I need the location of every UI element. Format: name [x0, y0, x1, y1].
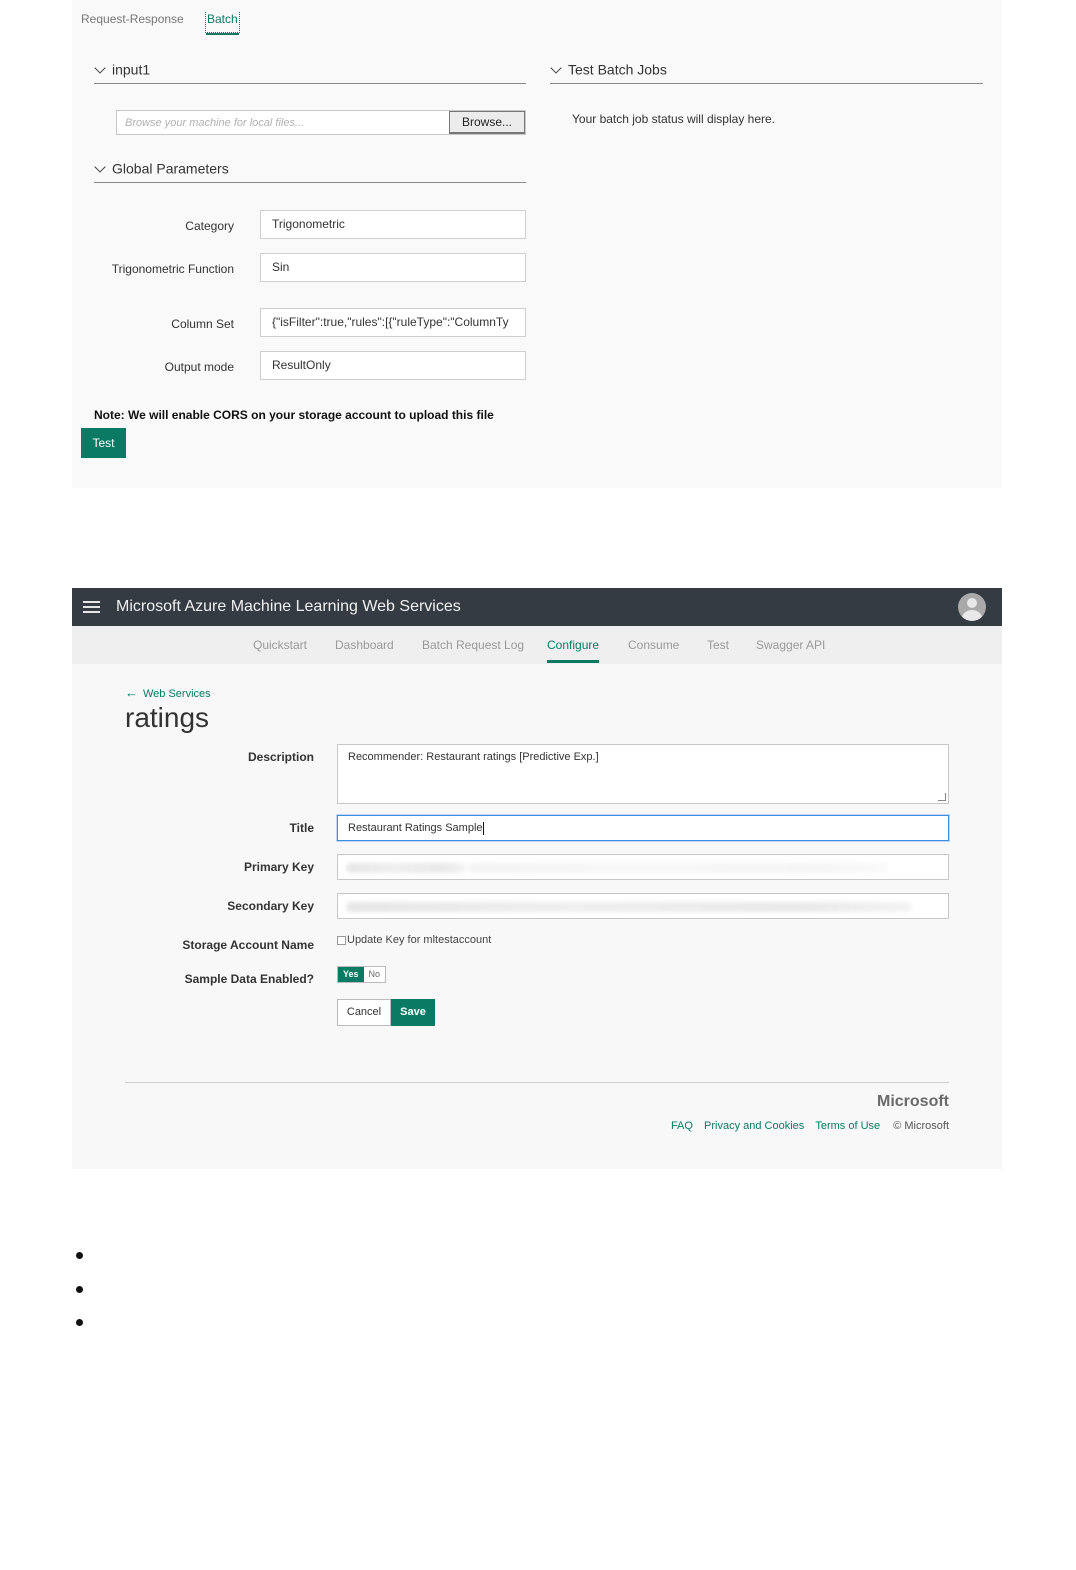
file-picker: [116, 110, 526, 135]
bullet-point: [76, 1252, 83, 1259]
resize-grip-icon[interactable]: [938, 793, 946, 801]
primary-key-label: Primary Key: [243, 860, 314, 874]
param-field-category[interactable]: Trigonometric: [260, 210, 526, 239]
nav-dashboard[interactable]: Dashboard: [335, 638, 394, 652]
local-file-input[interactable]: [117, 111, 451, 134]
nav-test[interactable]: Test: [707, 638, 730, 652]
text-cursor: [483, 822, 484, 835]
title-label: Title: [289, 821, 314, 835]
sample-data-toggle[interactable]: [337, 966, 386, 983]
chevron-down-icon: [550, 62, 561, 73]
footer-divider: [125, 1082, 949, 1083]
app-title: Microsoft Azure Machine Learning Web Services: [116, 598, 461, 615]
param-field-column-set[interactable]: {"isFilter":true,"rules":[{"ruleType":"ColumnTy: [260, 308, 526, 337]
title-value: Restaurant Ratings Sample: [348, 822, 483, 834]
bullet-point: [76, 1286, 83, 1293]
nav-swagger-api[interactable]: Swagger API: [756, 638, 826, 652]
nav-consume[interactable]: Consume: [628, 638, 680, 652]
global-parameters-title: Global Parameters: [112, 160, 229, 177]
app-top-bar: [72, 588, 1002, 626]
storage-account-label: Storage Account Name: [182, 938, 314, 952]
param-field-trig-function[interactable]: Sin: [260, 253, 526, 282]
description-value: Recommender: Restaurant ratings [Predictive Exp.]: [348, 751, 599, 763]
nav-configure[interactable]: Configure: [547, 638, 600, 652]
tab-request-response[interactable]: Request-Response: [81, 12, 184, 26]
test-batch-jobs-header[interactable]: [550, 60, 983, 84]
configure-panel: [72, 588, 1002, 1169]
nav-batch-request-log[interactable]: Batch Request Log: [422, 638, 525, 652]
redacted-key-blur: [346, 863, 466, 873]
input1-section-header[interactable]: [94, 60, 526, 84]
param-label-category: Category: [185, 219, 234, 233]
footer-copyright: © Microsoft: [893, 1120, 949, 1132]
nav-quickstart[interactable]: Quickstart: [253, 638, 308, 652]
redacted-key-blur: [346, 902, 912, 912]
description-label: Description: [247, 750, 314, 764]
cancel-button[interactable]: Cancel: [337, 999, 391, 1026]
update-key-checkbox-label: Update Key for mltestaccount: [347, 934, 492, 946]
chevron-down-icon: [94, 161, 105, 172]
update-key-checkbox[interactable]: [337, 936, 346, 945]
param-label-trig-function: Trigonometric Function: [111, 262, 234, 276]
footer-link-privacy[interactable]: Privacy and Cookies: [704, 1120, 805, 1132]
arrow-left-icon: ←: [125, 685, 138, 700]
sample-data-label: Sample Data Enabled?: [184, 972, 314, 986]
param-field-output-mode[interactable]: ResultOnly: [260, 351, 526, 380]
back-link-label: Web Services: [143, 688, 211, 700]
param-label-output-mode: Output mode: [164, 360, 234, 374]
save-button[interactable]: Save: [391, 999, 435, 1026]
toggle-no[interactable]: No: [368, 969, 381, 979]
footer-link-terms[interactable]: Terms of Use: [815, 1120, 881, 1132]
hamburger-menu-icon[interactable]: [83, 601, 100, 613]
back-to-web-services-link[interactable]: [125, 685, 211, 700]
test-batch-jobs-title: Test Batch Jobs: [568, 61, 667, 78]
description-textarea[interactable]: [337, 744, 949, 804]
batch-test-panel: [72, 0, 1002, 488]
input1-section-title: input1: [112, 61, 151, 78]
footer-links: [663, 1120, 949, 1132]
global-parameters-header[interactable]: [94, 159, 526, 183]
batch-job-status-text: Your batch job status will display here.: [572, 112, 776, 126]
secondary-key-field[interactable]: [337, 893, 949, 919]
param-label-column-set: Column Set: [171, 317, 234, 331]
page-title: ratings: [125, 702, 210, 733]
tab-batch[interactable]: Batch: [205, 12, 240, 33]
redacted-key-blur: [468, 863, 888, 873]
footer-link-faq[interactable]: FAQ: [670, 1120, 693, 1132]
primary-key-field[interactable]: [337, 854, 949, 880]
cors-note: Note: We will enable CORS on your storage account to upload this file: [94, 408, 494, 422]
toggle-yes[interactable]: Yes: [338, 967, 364, 982]
service-nav: [72, 626, 1002, 664]
title-input[interactable]: [337, 815, 949, 841]
browse-button[interactable]: Browse...: [449, 111, 525, 134]
chevron-down-icon: [94, 62, 105, 73]
user-avatar-icon[interactable]: [958, 593, 986, 621]
secondary-key-label: Secondary Key: [227, 899, 314, 913]
test-button[interactable]: Test: [81, 428, 126, 458]
bullet-point: [76, 1319, 83, 1326]
footer-brand: Microsoft: [877, 1093, 949, 1110]
update-key-checkbox-row[interactable]: [337, 934, 491, 946]
